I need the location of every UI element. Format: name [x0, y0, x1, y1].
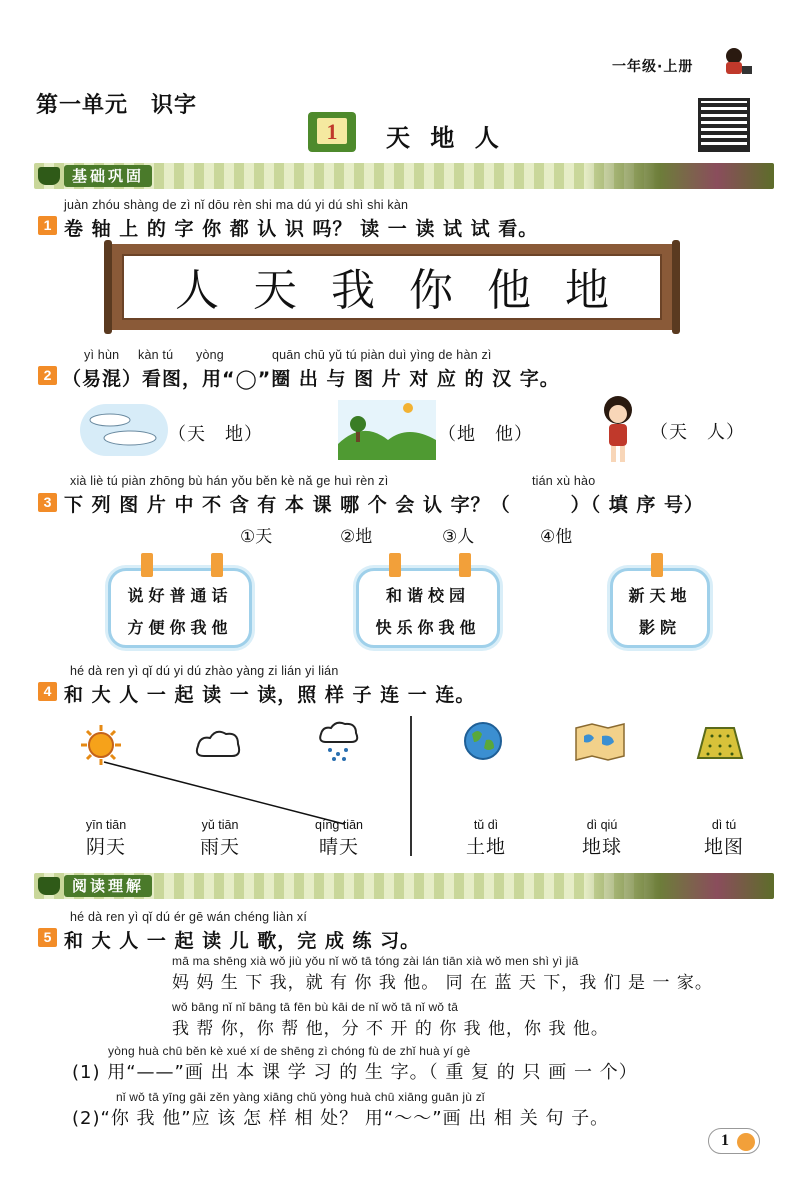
word-qingtian[interactable] — [306, 818, 372, 859]
book-icon — [38, 877, 60, 895]
sign-3-line-2: 影院 — [638, 618, 681, 637]
girl-image — [596, 394, 640, 466]
word-tudi-hanzi: 土地 — [465, 836, 506, 858]
word-ditu[interactable] — [694, 818, 754, 859]
q1-text: 卷 轴 上 的 字 你 都 认 识 吗？ 读 一 读 试 试 看。 — [64, 218, 539, 240]
page-number: 1 — [721, 1132, 729, 1149]
word-qingtian-hanzi: 晴天 — [318, 836, 359, 858]
word-ditu-pinyin: dì tú — [711, 818, 737, 832]
q2-text: （易混）看图，用“◯”圈 出 与 图 片 对 应 的 汉 字。 — [62, 368, 560, 390]
q5-number: 5 — [38, 928, 57, 947]
sub1-pinyin: yòng huà chū běn kè xué xí de shēng zì chóng fù de zhǐ huà yí gè — [108, 1044, 471, 1058]
word-diqiu-pinyin: dì qiú — [586, 818, 618, 832]
poem-line-2: 我 帮 你，你 帮 他，分 不 开 的 你 我 他，你 我 他。 — [172, 1019, 609, 1039]
word-diqiu-hanzi: 地球 — [581, 836, 622, 858]
q4-pinyin: hé dà ren yì qǐ dú yi dú zhào yàng zi lián yi lián — [70, 664, 339, 678]
sign-3 — [610, 568, 710, 648]
q3-option-2[interactable]: ②地 — [340, 527, 373, 547]
sign-3-line-1: 新天地 — [628, 586, 692, 605]
page-mascot-icon — [737, 1133, 755, 1151]
section-banner-basic — [34, 163, 774, 189]
q2-option-3[interactable]: （天 人） — [650, 422, 745, 443]
sign-1-line-1: 说好普通话 — [127, 586, 233, 605]
q1-number: 1 — [38, 216, 57, 235]
word-tudi[interactable] — [456, 818, 516, 859]
q4-number: 4 — [38, 682, 57, 701]
q5-pinyin: hé dà ren yì qǐ dú ér gē wán chéng liàn xí — [70, 910, 308, 924]
word-qingtian-pinyin: qíng tiān — [315, 818, 363, 832]
earth-icon — [462, 720, 504, 762]
poem-pinyin-2: wǒ bāng nǐ nǐ bāng tā fēn bù kāi de nǐ wǒ tā nǐ wǒ tā — [172, 1000, 459, 1014]
q4-text: 和 大 人 一 起 读 一 读，照 样 子 连 一 连。 — [64, 684, 476, 706]
map-icon — [574, 722, 626, 762]
word-yintian-pinyin: yīn tiān — [85, 818, 127, 832]
word-yintian-hanzi: 阴天 — [85, 836, 126, 858]
sign-2 — [356, 568, 500, 648]
q3-pinyin: xià liè tú piàn zhōng bù hán yǒu běn kè nǎ ge huì rèn zì — [70, 474, 389, 488]
sky-clouds-image — [80, 404, 168, 456]
q3-text: 下 列 图 片 中 不 含 有 本 课 哪 个 会 认 字？（ ）（ 填 序 号） — [64, 494, 704, 516]
word-yutian[interactable] — [190, 818, 250, 859]
word-diqiu[interactable] — [572, 818, 632, 859]
q2-pinyin-d: quān chū yǔ tú piàn duì yìng de hàn zì — [272, 348, 492, 362]
word-yintian[interactable] — [76, 818, 136, 859]
word-tudi-pinyin: tǔ dì — [473, 818, 499, 832]
divider-line — [410, 716, 412, 856]
q2-pinyin-a: yì hùn — [84, 348, 120, 362]
q2-option-1[interactable]: （天 地） — [168, 424, 263, 445]
ground-image — [338, 400, 436, 460]
cloud-icon — [194, 728, 242, 760]
flower-decoration — [584, 873, 774, 899]
grade-label: 一年级·上册 — [612, 59, 694, 75]
section-label-reading: 阅读理解 — [64, 875, 152, 897]
q5-text: 和 大 人 一 起 读 儿 歌，完 成 练 习。 — [64, 930, 421, 952]
sub2-text: (2)“你 我 他”应 该 怎 样 相 处？ 用“〜〜”画 出 相 关 句 子。 — [72, 1108, 610, 1129]
lesson-number: 1 — [326, 119, 338, 144]
lesson-title: 天 地 人 — [386, 124, 505, 152]
sign-2-line-2: 快乐你我他 — [375, 618, 481, 637]
q3-option-4[interactable]: ④他 — [540, 527, 573, 547]
sign-2-line-1: 和谐校园 — [385, 586, 470, 605]
sign-1-line-2: 方便你我他 — [127, 618, 233, 637]
section-banner-reading — [34, 873, 774, 899]
lesson-number-badge — [308, 112, 356, 152]
scroll-image — [108, 244, 676, 330]
scroll-characters: 人天我你他地 — [175, 265, 643, 316]
poem-pinyin-1: mā ma shēng xià wǒ jiù yǒu nǐ wǒ tā tóng zài lán tiān xià wǒ men shì yì jiā — [172, 954, 579, 968]
word-yutian-pinyin: yǔ tiān — [201, 818, 239, 832]
book-icon — [38, 167, 60, 185]
field-icon — [694, 722, 746, 762]
q2-number: 2 — [38, 366, 57, 385]
q2-pinyin-b: kàn tú — [138, 348, 174, 362]
sign-1 — [108, 568, 252, 648]
word-ditu-hanzi: 地图 — [703, 836, 744, 858]
q3-number: 3 — [38, 493, 57, 512]
flower-decoration — [584, 163, 774, 189]
sub1-text: (1) 用“——”画 出 本 课 学 习 的 生 字。（ 重 复 的 只 画 一 个） — [72, 1062, 638, 1083]
poem-line-1: 妈 妈 生 下 我，就 有 你 我 他。 同 在 蓝 天 下，我 们 是 一 家。 — [172, 973, 713, 993]
q1-pinyin: juàn zhóu shàng de zì nǐ dōu rèn shi ma dú yi dú shì shi kàn — [64, 198, 409, 212]
page-number-badge — [708, 1128, 760, 1154]
rain-cloud-icon — [318, 720, 360, 762]
unit-title: 第一单元 识字 — [36, 93, 198, 118]
q2-option-2[interactable]: （地 他） — [438, 424, 533, 445]
corner-mascot-icon — [716, 46, 752, 76]
q3-pinyin-2: tián xù hào — [532, 474, 596, 488]
q3-option-1[interactable]: ①天 — [240, 527, 273, 547]
q2-pinyin-c: yòng — [196, 348, 224, 362]
word-yutian-hanzi: 雨天 — [199, 836, 240, 858]
qr-code-icon[interactable] — [698, 98, 750, 152]
section-label-basic: 基础巩固 — [64, 165, 152, 187]
q3-option-3[interactable]: ③人 — [442, 527, 475, 547]
sub2-pinyin: nǐ wǒ tā yīng gāi zěn yàng xiāng chǔ yòng huà chū xiāng guān jù zǐ — [116, 1090, 485, 1104]
